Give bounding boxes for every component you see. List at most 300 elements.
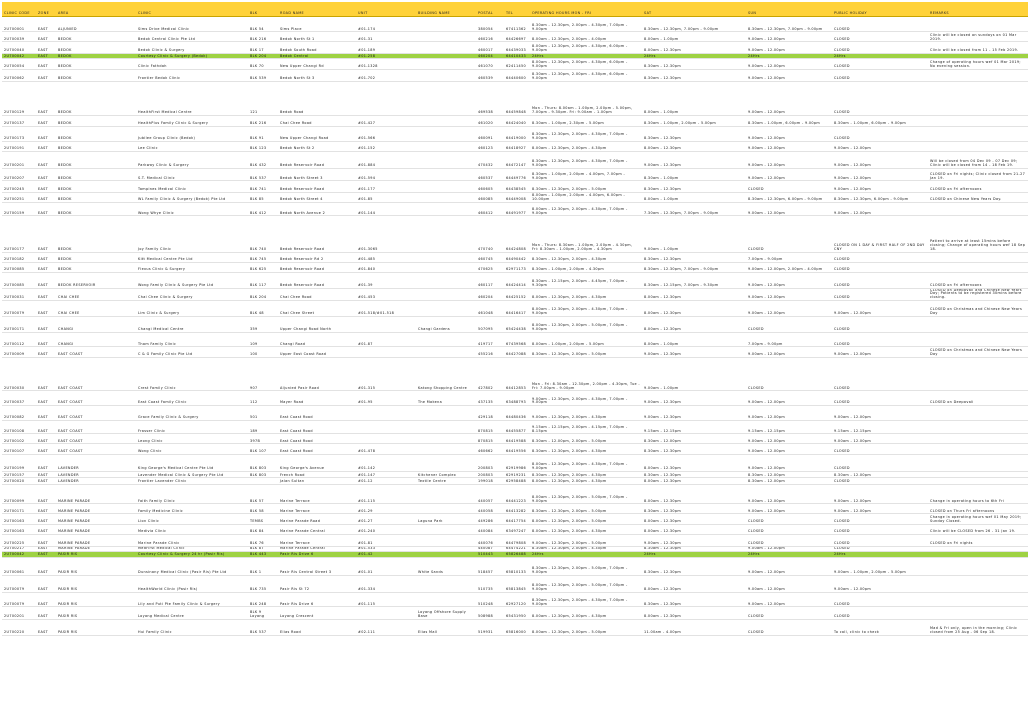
weekday-hours-cell: 8.00am - 12.30pm, 2.00pm - 4.30pm, 7.00pm - 9.00pm: [532, 461, 628, 470]
building-name-cell: [416, 444, 476, 454]
unit-cell: #01-85: [358, 197, 373, 202]
table-header: [2, 2, 1028, 16]
remarks-cell: CLOSED on Fri afternoons: [930, 282, 982, 287]
weekday-hours-cell: 9.00am - 12.30pm, 2.00pm - 4.30pm, 7.00pm - 9.00pm: [532, 396, 628, 405]
zone-cell: EAST: [38, 498, 49, 503]
clinic-name-cell: Family Medicine Clinic: [138, 508, 184, 513]
postal-cell: 508988: [478, 613, 494, 618]
clinic-code-cell: 2U700031: [4, 295, 25, 300]
building-name-cell: Textile Centre: [418, 479, 447, 484]
weekday-hours-cell: 8.30am - 1.00pm, 2.30pm - 5.00pm: [532, 121, 605, 126]
blk-cell: BLK 537: [250, 629, 267, 634]
zone-cell: EAST: [38, 351, 49, 356]
remarks-cell: Patient to arrive at least 15mins before closing; Change of operating hours wef 18 Sep 18.: [930, 239, 1026, 251]
unit-cell: #01-12: [358, 479, 373, 484]
building-name-cell: [416, 168, 476, 180]
sunday-hours-cell: 9.00am - 12.00pm: [748, 351, 786, 356]
blk-cell: 121: [250, 110, 258, 115]
weekday-hours-cell: 8.30am - 12.30pm, 2.00pm - 4.30pm, 6.00pm - 9.00pm: [532, 72, 628, 81]
zone-cell: EAST: [38, 256, 49, 261]
building-name-cell: [416, 420, 476, 434]
zone-cell: EAST: [38, 186, 49, 191]
road-name-cell: French Road: [280, 472, 305, 477]
column-header: BLK: [248, 2, 278, 16]
weekday-hours-cell: 8.30am - 12.30pm, 2.00pm - 4.30pm: [532, 546, 607, 551]
clinic-code-cell: 2U700039: [4, 36, 25, 41]
unit-cell: #02-111: [358, 629, 376, 634]
saturday-hours-cell: 9.00am - 1.00pm: [644, 246, 679, 251]
zone-cell: EAST: [38, 472, 49, 477]
clinic-name-cell: Lily and Puti Pte Family Clinic & Surgery: [138, 601, 220, 606]
sunday-hours-cell: 9.00am - 12.00pm: [748, 295, 786, 300]
area-cell: CHANGI: [58, 326, 74, 331]
road-name-cell: Bedok North St 3: [280, 76, 315, 81]
road-name-cell: New Upper Changi Rd: [280, 63, 324, 68]
saturday-hours-cell: 11.00am - 4.00pm: [644, 629, 682, 634]
zone-cell: EAST: [38, 465, 49, 470]
postal-cell: 455216: [478, 351, 494, 356]
remarks-cell: CLOSED on Fri nights: [930, 541, 973, 546]
road-name-cell: Pasir Ris Drive 6: [278, 552, 356, 558]
road-name-cell: Bedok Reservoir Road: [280, 186, 325, 191]
remarks-cell: Clinic will be closed from 11 - 15 Feb 2019.: [930, 47, 1019, 52]
postal-cell: 460117: [478, 282, 494, 287]
blk-cell: TEMBS: [250, 518, 264, 523]
clinic-code-cell: 2U700085: [4, 267, 25, 272]
clinic-code-cell: 2U700191: [4, 146, 25, 151]
unit-cell: #01-884: [358, 163, 376, 168]
sunday-hours-cell: 9.15am - 12.15pm: [748, 428, 786, 433]
unit-cell: [356, 607, 416, 619]
tel-cell: 62971173: [506, 267, 527, 272]
postal-cell: 870815: [478, 438, 494, 443]
remarks-cell: [928, 202, 1028, 216]
blk-cell: BLK 204: [250, 295, 267, 300]
clinic-name-cell: East Coast Family Clinic: [138, 400, 187, 405]
remarks-cell: [928, 16, 1028, 32]
blk-cell: BLK 537: [250, 175, 267, 180]
saturday-hours-cell: 9.00am - 12.30pm: [644, 541, 682, 546]
postal-cell: 429118: [478, 414, 494, 419]
blk-cell: BLK 412: [250, 210, 267, 215]
weekday-hours-cell: Mon - Thurs: 8.30am - 1.00pm, 2.00pm - 4.30pm, Fri: 8.30am - 1.00pm, 2.00pm - 4.30pm: [532, 242, 633, 251]
clinic-code-cell: 2U700042: [2, 53, 36, 59]
public-holiday-cell: CLOSED: [834, 601, 850, 606]
clinic-name-cell: Marine Parade Clinic: [138, 541, 180, 546]
zone-cell: EAST: [38, 448, 49, 453]
clinic-code-cell: 2U700207: [4, 175, 25, 180]
saturday-hours-cell: 8.00am - 12.30pm: [644, 613, 682, 618]
tel-cell: 64440600: [506, 76, 527, 81]
sunday-hours-cell: 8.30am - 12.30pm, 7.00pm - 9.00pm: [748, 26, 823, 31]
public-holiday-cell: 8.30am - 12.00pm: [834, 472, 872, 477]
area-cell: CHANGI: [58, 341, 74, 346]
clinic-code-cell: 2U700177: [4, 246, 25, 251]
sunday-hours-cell: 9.00am - 12.00pm: [748, 586, 786, 591]
tel-cell: 64419000: [506, 136, 527, 141]
zone-cell: EAST: [38, 518, 49, 523]
sunday-hours-cell: 9.00am - 12.00pm: [748, 163, 786, 168]
area-cell: BEDOK: [58, 267, 72, 272]
building-name-cell: [416, 534, 476, 546]
column-header: TEL: [504, 2, 530, 16]
tel-cell: 62958488: [506, 479, 527, 484]
sunday-hours-cell: 24Hrs: [746, 53, 832, 59]
remarks-cell: [928, 557, 1028, 575]
unit-cell: #01-39: [358, 282, 373, 287]
public-holiday-cell: CLOSED: [834, 541, 850, 546]
column-header: SAT: [642, 2, 746, 16]
unit-cell: #01-147: [358, 472, 376, 477]
table-row: [2, 514, 1028, 524]
public-holiday-cell: 9.00am - 12.00pm: [834, 498, 872, 503]
table-row: [2, 357, 1028, 391]
clinic-name-cell: MedFirst Medical Clinic: [138, 546, 185, 551]
area-cell: CHAI CHEE: [58, 311, 80, 316]
saturday-hours-cell: 24Hrs: [642, 552, 746, 558]
table-row: [2, 619, 1028, 635]
area-cell: ALJUNIED: [58, 26, 77, 31]
remarks-cell: CLOSED on Fri afternoons: [930, 186, 982, 191]
area-cell: PASIR RIS: [58, 569, 78, 574]
tel-cell: 64413282: [506, 508, 527, 513]
area-cell: BEDOK RESERVOIR: [58, 282, 96, 287]
sunday-hours-cell: 9.00am - 12.00pm: [748, 47, 786, 52]
weekday-hours-cell: 8.00am - 12.30pm, 2.00pm - 4.30pm, 7.00pm - 9.00pm: [532, 307, 628, 316]
postal-cell: 440058: [478, 508, 494, 513]
tel-cell: 62411450: [506, 63, 527, 68]
weekday-hours-cell: 8.30am - 12.30pm, 2.00pm - 4.30pm, 7.00pm - 9.00pm: [532, 132, 628, 141]
tel-cell: 64449008: [506, 197, 527, 202]
sunday-hours-cell: 9.00am - 12.00pm: [748, 438, 786, 443]
clinic-name-cell: Jubilee Group Clinic (Bedok): [138, 136, 196, 141]
unit-cell: #01-258: [356, 53, 416, 59]
postal-cell: 510248: [478, 601, 494, 606]
unit-cell: #01-95: [358, 400, 373, 405]
clinic-name-cell: King George's Medical Centre Pte Ltd: [138, 465, 214, 470]
saturday-hours-cell: 9.00am - 12.30pm: [644, 400, 682, 405]
zone-cell: EAST: [38, 541, 49, 546]
saturday-hours-cell: 8.00am - 12.30pm: [644, 518, 682, 523]
table-row: [2, 391, 1028, 406]
remarks-cell: [928, 357, 1028, 391]
area-cell: BEDOK: [58, 110, 72, 115]
remarks-cell: [928, 262, 1028, 272]
building-name-cell: [416, 575, 476, 592]
table-row: [2, 272, 1028, 288]
sunday-hours-cell: 24Hrs: [746, 552, 832, 558]
saturday-hours-cell: 9.15am - 12.15pm: [644, 428, 682, 433]
tel-cell: 64472147: [506, 163, 527, 168]
blk-cell: BLK 1: [250, 569, 262, 574]
unit-cell: #01-177: [358, 186, 376, 191]
public-holiday-cell: 9.00am - 12.00pm: [834, 508, 872, 513]
column-header: BUILDING NAME: [416, 2, 476, 16]
clinic-code-cell: 2U700163: [4, 518, 25, 523]
table-row: [2, 202, 1028, 216]
table-row: [2, 69, 1028, 81]
blk-cell: BLK 216: [250, 36, 267, 41]
tel-cell: 64416417: [506, 311, 527, 316]
area-cell: PASIR RIS: [58, 601, 78, 606]
area-cell: BEDOK: [56, 53, 136, 59]
unit-cell: #01-81: [358, 541, 373, 546]
sunday-hours-cell: 9.00am - 12.00pm, 2.00pm - 4.00pm: [748, 267, 823, 272]
table-row: [2, 301, 1028, 317]
saturday-hours-cell: 8.30am - 12.15pm, 7.00pm - 9.30pm: [644, 282, 719, 287]
clinic-code-cell: 2U700112: [4, 341, 25, 346]
postal-cell: 460745: [478, 256, 494, 261]
building-name-cell: [416, 32, 476, 42]
zone-cell: EAST: [38, 63, 49, 68]
road-name-cell: Bedok Central: [278, 53, 356, 59]
postal-cell: 437135: [478, 400, 494, 405]
clinic-name-cell: Changi Medical Centre: [138, 326, 184, 331]
clinic-name-cell: Wong Whye Clinic: [138, 210, 175, 215]
saturday-hours-cell: 8.30am - 1.00pm: [644, 175, 679, 180]
sunday-hours-cell: 8.30am - 1.00pm, 6.00pm - 9.00pm: [748, 121, 821, 126]
unit-cell: #01-840: [358, 267, 376, 272]
blk-cell: BLK 107: [250, 448, 267, 453]
weekday-hours-cell: 8.30am - 12.30pm, 2.00pm - 4.30pm: [532, 472, 607, 477]
tel-cell: 64425152: [506, 295, 527, 300]
saturday-hours-cell: 8.00am - 12.30pm: [644, 479, 682, 484]
weekday-hours-cell: 8.00am - 12.30pm, 2.00pm - 4.30pm, 6.00pm - 9.00pm: [532, 59, 628, 68]
weekday-hours-cell: 8.30am - 12.30pm, 2.00pm - 5.00pm, 7.00pm - 9.00pm: [532, 566, 628, 574]
unit-cell: #01-115: [358, 498, 376, 503]
road-name-cell: Elias Road: [280, 629, 301, 634]
public-holiday-cell: CLOSED: [834, 26, 850, 31]
road-name-cell: Loyang Crescent: [280, 613, 314, 618]
tel-cell: 62927120: [506, 601, 527, 606]
weekday-hours-cell: 8.00am - 12.30pm, 2.00pm - 4.30pm: [532, 613, 607, 618]
building-name-cell: [416, 202, 476, 216]
postal-cell: 199018: [478, 479, 494, 484]
public-holiday-cell: CLOSED: [834, 518, 850, 523]
tel-cell: 65424438: [506, 326, 527, 331]
clinic-name-cell: Tampines Medical Clinic: [138, 186, 187, 191]
table-body: [2, 16, 1028, 635]
postal-cell: 380054: [478, 26, 494, 31]
area-cell: LAVENDER: [58, 479, 79, 484]
public-holiday-cell: CLOSED ON 1 DAY & FIRST HALF OF 2ND DAY CNY: [834, 242, 925, 251]
road-name-cell: Chai Chee Road: [280, 295, 312, 300]
zone-cell: EAST: [38, 136, 49, 141]
building-name-cell: [416, 152, 476, 169]
building-name-cell: Katong Shopping Centre: [418, 385, 468, 390]
clinic-name-cell: Faith Family Clinic: [138, 498, 176, 503]
area-cell: CHAI CHEE: [58, 295, 80, 300]
public-holiday-cell: CLOSED: [834, 546, 850, 551]
blk-cell: BLK 803: [250, 465, 267, 470]
unit-cell: #01-27: [358, 518, 373, 523]
clinic-table: [2, 2, 1028, 636]
building-name-cell: [416, 181, 476, 192]
clinic-code-cell: 2U700225: [4, 541, 25, 546]
sunday-hours-cell: 9.00am - 12.00pm: [748, 400, 786, 405]
postal-cell: 470740: [478, 246, 494, 251]
clinic-code-cell: 2U700061: [4, 569, 25, 574]
table-row: [2, 434, 1028, 444]
weekday-hours-cell: 24Hrs: [530, 552, 642, 558]
area-cell: MARINE PARADE: [58, 546, 91, 551]
public-holiday-cell: 9.00am - 12.00pm: [834, 186, 872, 191]
unit-cell: #01-31: [358, 36, 373, 41]
road-name-cell: Bedok North Street 4: [280, 197, 323, 202]
clinic-code-cell: 2U700082: [4, 414, 25, 419]
zone-cell: EAST: [38, 76, 49, 81]
road-name-cell: Chai Chee Road: [280, 121, 312, 126]
area-cell: LAVENDER: [58, 465, 79, 470]
saturday-hours-cell: 8.30am - 12.30pm: [644, 186, 682, 191]
remarks-cell: [928, 471, 1028, 478]
blk-cell: 109: [250, 341, 258, 346]
unit-cell: #01-87: [358, 341, 373, 346]
clinic-name-cell: Courtesy Clinic & Surgery 24 hr (Pasir Ris): [136, 552, 248, 558]
remarks-cell: [928, 316, 1028, 332]
area-cell: BEDOK: [58, 186, 72, 191]
public-holiday-cell: 9.00am - 12.00pm: [834, 414, 872, 419]
zone-cell: EAST: [38, 163, 49, 168]
clinic-name-cell: Tham Family Clinic: [138, 341, 177, 346]
clinic-code-cell: 2U700079: [4, 601, 25, 606]
tel-cell: 65810133: [506, 569, 527, 574]
clinic-name-cell: Loyang Medical Centre: [138, 613, 185, 618]
sunday-hours-cell: CLOSED: [748, 541, 764, 546]
public-holiday-cell: CLOSED: [834, 385, 850, 390]
clinic-code-cell: 2U700251: [4, 197, 25, 202]
table-row: [2, 485, 1028, 504]
clinic-code-cell: 2U700108: [4, 428, 25, 433]
public-holiday-cell: CLOSED: [834, 256, 850, 261]
building-name-cell: [416, 192, 476, 202]
saturday-hours-cell: 9.00am - 12.30pm: [644, 414, 682, 419]
sunday-hours-cell: 9.00am - 12.00pm: [748, 282, 786, 287]
area-cell: LAVENDER: [58, 472, 79, 477]
zone-cell: EAST: [38, 438, 49, 443]
public-holiday-cell: 9.00am - 12.00pm: [834, 351, 872, 356]
postal-cell: 870815: [478, 428, 494, 433]
weekday-hours-cell: 8.00am - 12.30pm, 2.00pm - 4.30pm, 7.00pm - 9.00pm: [532, 206, 628, 215]
table-row: [2, 288, 1028, 300]
table-row: [2, 444, 1028, 454]
remarks-cell: Change of operating hours wef 01 Mar 2019; No evening session.: [930, 59, 1021, 68]
area-cell: MARINE PARADE: [58, 528, 91, 533]
zone-cell: EAST: [38, 246, 49, 251]
clinic-name-cell: Bedok Central Clinic Pte Ltd: [138, 36, 196, 41]
area-cell: MARINE PARADE: [58, 518, 91, 523]
remarks-cell: [928, 127, 1028, 142]
sunday-hours-cell: 9.00am - 12.00pm: [748, 136, 786, 141]
table-row: [2, 127, 1028, 142]
remarks-cell: Change in operating hours to 6th Fri: [930, 498, 1005, 503]
public-holiday-cell: CLOSED: [834, 136, 850, 141]
weekday-hours-cell: 9.00am - 12.30pm, 2.00pm - 4.30pm: [532, 414, 607, 419]
weekday-hours-cell: 8.00am - 12.30pm, 2.00pm - 5.00pm, 7.00pm - 9.00pm: [532, 323, 628, 331]
building-name-cell: [416, 16, 476, 32]
area-cell: BEDOK: [58, 36, 72, 41]
clinic-code-cell: 2U700201: [4, 613, 25, 618]
table-row: [2, 192, 1028, 202]
remarks-cell: CLOSED on Christmas and Chinese New Years Day: [930, 307, 1023, 316]
zone-cell: EAST: [38, 295, 49, 300]
unit-cell: #01-315: [358, 385, 376, 390]
clinic-name-cell: Joy Family Clinic: [138, 246, 172, 251]
tel-cell: 64480436: [506, 414, 527, 419]
table-row: [2, 534, 1028, 546]
clinic-name-cell: C & G Family Clinic Pte Ltd: [138, 351, 193, 356]
sunday-hours-cell: 9.00am - 12.00pm: [748, 546, 786, 551]
weekday-hours-cell: 8.00am - 12.30pm, 2.00pm - 5.00pm, 7.00pm - 9.00pm: [532, 494, 628, 503]
building-name-cell: [416, 252, 476, 262]
area-cell: EAST COAST: [58, 351, 83, 356]
zone-cell: EAST: [38, 414, 49, 419]
tel-cell: 65431950: [506, 613, 527, 618]
road-name-cell: Bedok Road: [280, 110, 304, 115]
saturday-hours-cell: 8.00am - 1.00pm: [644, 36, 679, 41]
road-name-cell: Marine Parade Central: [280, 528, 326, 533]
blk-cell: 100: [250, 351, 258, 356]
zone-cell: EAST: [38, 341, 49, 346]
sunday-hours-cell: CLOSED: [748, 613, 764, 618]
tel-cell: 63497247: [506, 528, 527, 533]
clinic-name-cell: Wong Clinic: [138, 448, 162, 453]
public-holiday-cell: 9.00am - 12.00pm: [834, 311, 872, 316]
building-name-cell: Kitchener Complex: [418, 472, 457, 477]
public-holiday-cell: CLOSED: [834, 295, 850, 300]
unit-cell: [356, 347, 416, 357]
blk-cell: BLK 625: [250, 267, 267, 272]
zone-cell: EAST: [38, 528, 49, 533]
area-cell: EAST COAST: [58, 428, 83, 433]
sunday-hours-cell: 9.00am - 12.00pm: [748, 414, 786, 419]
postal-cell: 449286: [478, 518, 494, 523]
sunday-hours-cell: 9.00am - 12.00pm: [748, 569, 786, 574]
unit-cell: #01-142: [358, 465, 376, 470]
road-name-cell: Bedok Reservoir Rd 2: [280, 256, 324, 261]
sunday-hours-cell: 7.00pm - 9.00pm: [748, 341, 783, 346]
public-holiday-cell: CLOSED: [834, 63, 850, 68]
remarks-cell: [928, 434, 1028, 444]
zone-cell: EAST: [38, 197, 49, 202]
clinic-code-cell: 2U700102: [4, 438, 25, 443]
column-header: SUN: [746, 2, 832, 16]
saturday-hours-cell: 8.30am - 1.00pm, 2.00pm - 5.00pm: [644, 121, 717, 126]
building-name-cell: [416, 42, 476, 53]
table-row: [2, 152, 1028, 169]
weekday-hours-cell: 8.00am - 12.30pm, 2.00pm - 4.30pm: [532, 295, 607, 300]
unit-cell: #01-334: [358, 586, 376, 591]
road-name-cell: Bedok Reservoir Road: [280, 267, 325, 272]
zone-cell: EAST: [38, 546, 49, 551]
remarks-cell: [928, 575, 1028, 592]
clinic-name-cell: Lee Clinic: [138, 146, 158, 151]
clinic-code-cell: 2U700137: [4, 121, 25, 126]
road-name-cell: Marine Terrace: [280, 498, 310, 503]
remarks-cell: [928, 454, 1028, 471]
road-name-cell: Pasir Ris St 72: [280, 586, 310, 591]
clinic-code-cell: 2U700009: [4, 351, 25, 356]
tel-cell: 64412853: [506, 385, 527, 390]
postal-cell: 461048: [478, 311, 494, 316]
area-cell: PASIR RIS: [58, 629, 78, 634]
saturday-hours-cell: 8.30am - 12.30pm: [644, 569, 682, 574]
weekday-hours-cell: 8.30am - 12.30pm, 2.00pm - 5.00pm: [532, 186, 607, 191]
weekday-hours-cell: 8.00am - 12.30pm, 2.00pm - 5.00pm: [532, 629, 607, 634]
road-name-cell: Jalan Sultan: [280, 479, 305, 484]
postal-cell: 507095: [478, 326, 494, 331]
table-row: [2, 316, 1028, 332]
